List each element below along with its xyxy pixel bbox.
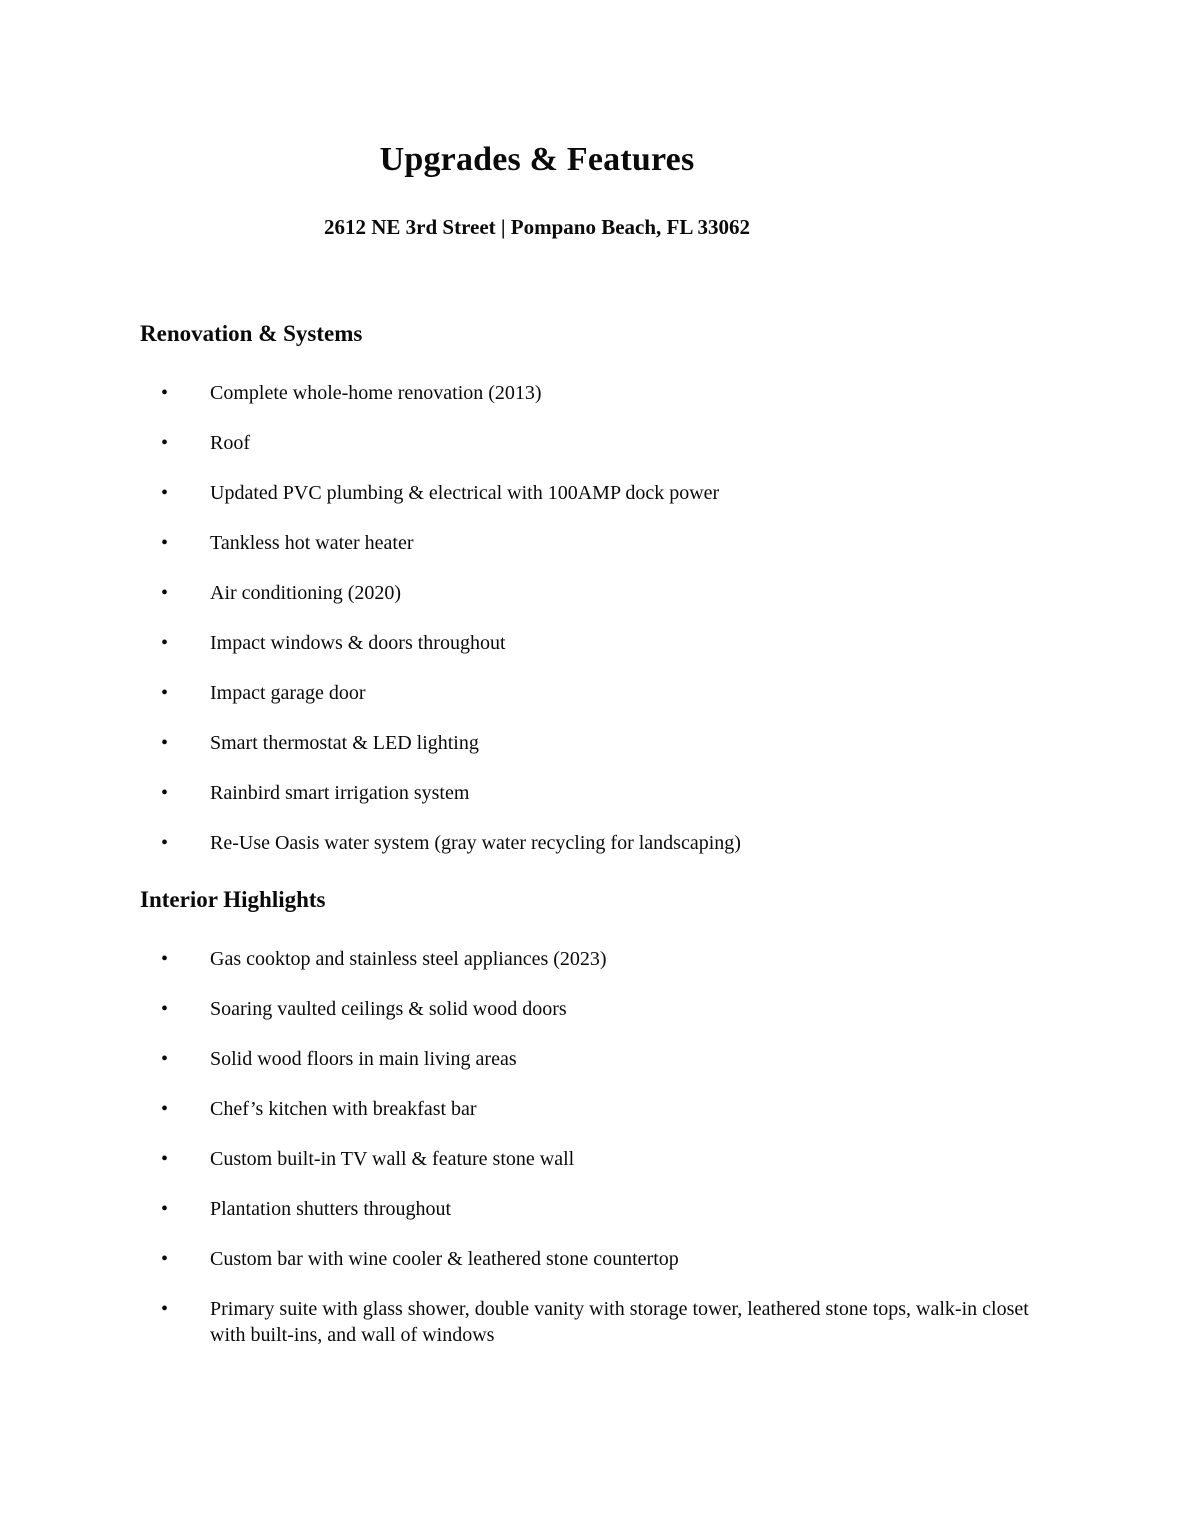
list-item: • Primary suite with glass shower, double vanity with storage tower, leathered stone tops, walk-in closet with built-ins, and wall of windows — [140, 1296, 1046, 1348]
list-item: • Custom bar with wine cooler & leathered stone countertop — [140, 1246, 1046, 1272]
list-item: • Roof — [140, 430, 1046, 456]
bullet-list — [140, 946, 1046, 1348]
list-item: • Gas cooktop and stainless steel appliances (2023) — [140, 946, 1046, 972]
section-heading: Renovation & Systems — [140, 320, 363, 346]
section-heading: Interior Highlights — [140, 886, 326, 912]
list-item: • Custom built-in TV wall & feature stone wall — [140, 1146, 1046, 1172]
list-item: • Re-Use Oasis water system (gray water recycling for landscaping) — [140, 830, 1046, 856]
list-item: • Impact windows & doors throughout — [140, 630, 1046, 656]
document-body — [140, 320, 1046, 1348]
list-item: • Updated PVC plumbing & electrical with 100AMP dock power — [140, 480, 1046, 506]
document-title: Upgrades & Features — [379, 141, 695, 178]
list-item: • Impact garage door — [140, 680, 1046, 706]
list-item: • Chef’s kitchen with breakfast bar — [140, 1096, 1046, 1122]
list-item: • Complete whole-home renovation (2013) — [140, 380, 1046, 406]
document-header — [140, 0, 934, 240]
list-item: • Solid wood floors in main living areas — [140, 1046, 1046, 1072]
list-item: • Soaring vaulted ceilings & solid wood doors — [140, 996, 1046, 1022]
bullet-list — [140, 380, 1046, 856]
document-subtitle: 2612 NE 3rd Street | Pompano Beach, FL 33062 — [324, 214, 750, 239]
list-item: • Smart thermostat & LED lighting — [140, 730, 1046, 756]
list-item: • Rainbird smart irrigation system — [140, 780, 1046, 806]
list-item: • Tankless hot water heater — [140, 530, 1046, 556]
list-item: • Air conditioning (2020) — [140, 580, 1046, 606]
list-item: • Plantation shutters throughout — [140, 1196, 1046, 1222]
